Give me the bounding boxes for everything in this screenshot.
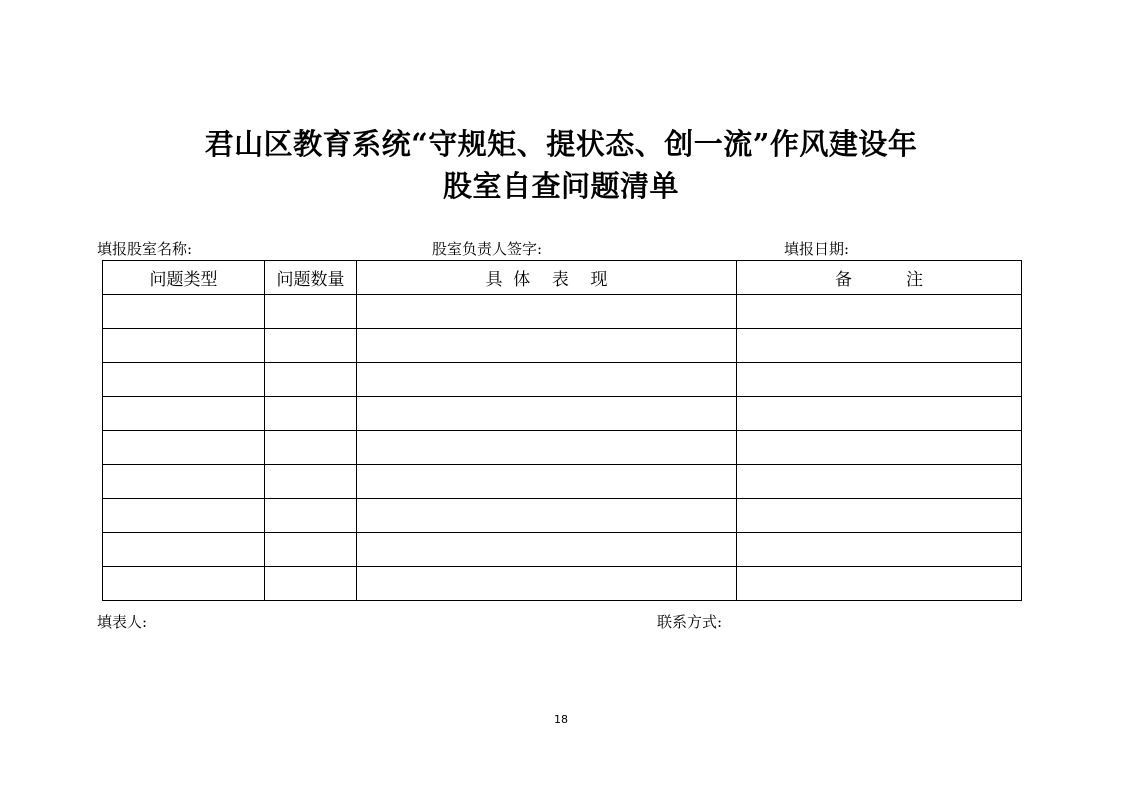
header-remarks: 备 注 [737, 261, 1022, 295]
table-cell [737, 499, 1022, 533]
table-row [103, 397, 1022, 431]
table-cell [737, 465, 1022, 499]
table-body [103, 295, 1022, 601]
table-row [103, 499, 1022, 533]
table-cell [103, 329, 265, 363]
table-cell [357, 567, 737, 601]
table-cell [737, 567, 1022, 601]
table-cell [737, 295, 1022, 329]
table-cell [737, 431, 1022, 465]
table-cell [265, 329, 357, 363]
table-cell [357, 295, 737, 329]
table-cell [103, 295, 265, 329]
table-cell [737, 533, 1022, 567]
table-cell [357, 499, 737, 533]
table-cell [265, 431, 357, 465]
table-cell [357, 533, 737, 567]
table-cell [737, 397, 1022, 431]
table-cell [103, 499, 265, 533]
header-issue-type: 问题类型 [103, 261, 265, 295]
table-cell [265, 567, 357, 601]
table-cell [265, 295, 357, 329]
table-cell [265, 533, 357, 567]
issue-table [102, 260, 1022, 601]
table-cell [357, 363, 737, 397]
document-title-line2: 股室自查问题清单 [442, 169, 679, 203]
table-cell [103, 533, 265, 567]
table-cell [357, 465, 737, 499]
table-cell [265, 397, 357, 431]
header-details: 具 体 表 现 [357, 261, 737, 295]
table-cell [103, 397, 265, 431]
table-row [103, 295, 1022, 329]
table-cell [265, 465, 357, 499]
table-cell [357, 431, 737, 465]
table-row [103, 363, 1022, 397]
contact-label: 联系方式: [657, 613, 723, 631]
header-issue-count: 问题数量 [265, 261, 357, 295]
table-row [103, 533, 1022, 567]
filler-label: 填表人: [97, 613, 148, 631]
table-cell [103, 567, 265, 601]
unit-name-label: 填报股室名称: [97, 240, 193, 258]
table-row [103, 567, 1022, 601]
table-cell [103, 363, 265, 397]
table-cell [103, 465, 265, 499]
table-row [103, 329, 1022, 363]
table-cell [265, 499, 357, 533]
table-cell [737, 363, 1022, 397]
document-title-line1: 君山区教育系统“守规矩、提状态、创一流”作风建设年 [204, 127, 918, 161]
signer-label: 股室负责人签字: [432, 240, 543, 258]
table-cell [737, 329, 1022, 363]
date-label: 填报日期: [784, 240, 850, 258]
table-row [103, 431, 1022, 465]
table-cell [265, 363, 357, 397]
table-cell [357, 329, 737, 363]
table-header-row [103, 261, 1022, 295]
table-row [103, 465, 1022, 499]
table-cell [357, 397, 737, 431]
table-cell [103, 431, 265, 465]
page-number: 18 [554, 713, 568, 726]
